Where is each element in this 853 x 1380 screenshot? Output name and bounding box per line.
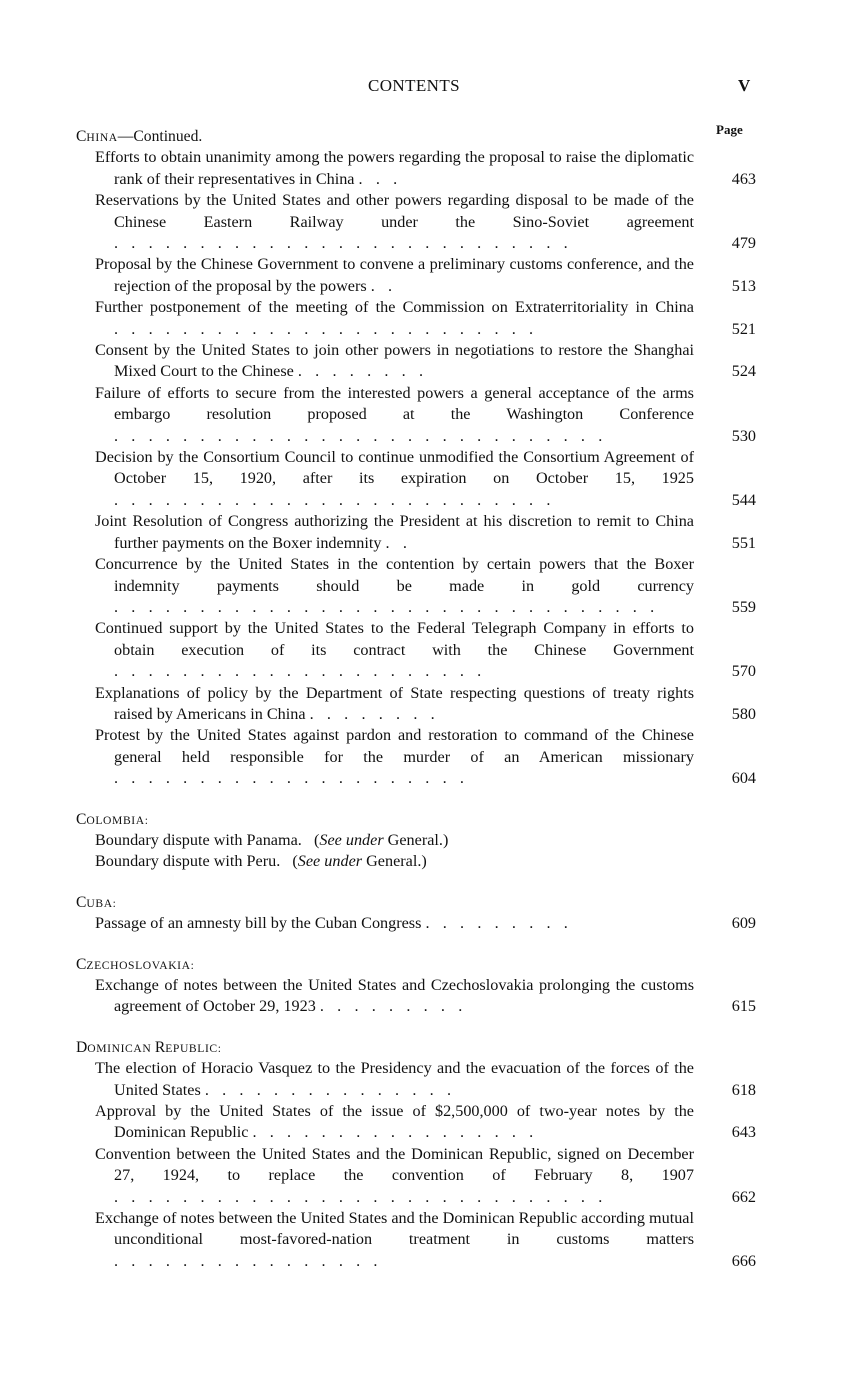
toc-entry[interactable] [76,147,756,190]
dot-leaders: . . . . . . . . . . . . . . . . [114,1251,383,1270]
entry-title: Reservations by the United States and other powers regarding disposal to be made of the Chinese Eastern Railway under the Sino-Soviet agreement . . . . . . . . . . . . . . . . . . . . . . . . . . . [95,191,694,253]
dot-leaders: . . . . . . . . . . . . . . . . . [252,1123,538,1142]
entry-title: Joint Resolution of Congress authorizing the President at his discretion to remit to China further payments on the Boxer indemnity . . [95,512,694,552]
heading-suffix: —Continued. [117,128,203,145]
toc-entry[interactable] [76,511,756,554]
section-heading [76,954,756,975]
page-number: 559 [731,597,756,616]
heading-initial: C [76,893,87,911]
heading-initial: R [154,1038,166,1056]
entry-title: Proposal by the Chinese Government to convene a preliminary customs conference, and the rejection of the proposal by the powers . . [95,255,694,295]
section-heading [76,1037,756,1058]
page-number: 643 [731,1123,756,1142]
page-number: 530 [731,426,756,445]
toc-entry[interactable] [76,851,756,872]
running-header [0,76,853,100]
dot-leaders: . . . . . . . . . . . . . . . . . . . . . . . . . . . . . . . . [114,597,659,616]
page-title: CONTENTS [368,76,460,95]
entry-title: Approval by the United States of the issue of $2,500,000 of two-year notes by the Dominican Republic . . . . . . . . . . . . . . . . . [95,1101,694,1142]
dot-leaders: . . . . . . . . . . . . . . . . . . . . . . [114,662,486,681]
toc-entry[interactable] [76,190,756,254]
page-number: 479 [731,234,756,253]
page-number: 615 [731,997,756,1016]
see-under-ref: See under [319,830,384,849]
entry-title: Decision by the Consortium Council to continue unmodified the Consortium Agreement of October 15, 1920, after its expiration on October 15, 1925 . . . . . . . . . . . . . . . . . . . . . . . . . . [95,448,694,509]
page-number: 513 [731,276,756,295]
toc-entry[interactable] [76,683,756,726]
dot-leaders: . . . . . . . . . . . . . . . [204,1080,456,1099]
heading-smallcaps: UBA: [86,896,117,910]
see-under-ref: See under [297,852,363,871]
page-number: 463 [731,169,756,188]
folio-number: V [738,76,751,95]
page-number: 580 [731,704,756,723]
entry-title: Passage of an amnesty bill by the Cuban Congress . . . . . . . . . [95,914,573,933]
heading-initial: C [76,128,87,145]
page-number: 662 [731,1187,756,1206]
entry-title: Explanations of policy by the Department of State respecting questions of treaty rights raised by Americans in China . . . . . . . . [95,683,694,723]
toc-entry[interactable] [76,340,756,383]
page-column-label: Page [716,122,743,137]
toc-entry[interactable] [76,1208,756,1272]
entry-title: The election of Horacio Vasquez to the Presidency and the evacuation of the forces of the United States . . . . . . . . . . . . . . . [95,1059,694,1099]
dot-leaders: . . . . . . . . . [425,914,573,933]
section-heading [76,892,756,913]
entry-title: Efforts to obtain unanimity among the powers regarding the proposal to raise the diplomatic rank of their representatives in China . . . [95,148,694,188]
toc-entry[interactable] [76,725,756,789]
toc-entry[interactable] [76,913,756,934]
dot-leaders: . . . . . . . . . . . . . . . . . . . . . [114,769,469,788]
dot-leaders: . . . . . . . . . [319,997,467,1016]
heading-initial: D [76,1038,88,1056]
toc-section [76,954,756,1018]
entry-title: Convention between the United States and the Dominican Republic, signed on December 27, 1924, to replace the convention of February 8, 1907 . . . . . . . . . . . . . . . . . . . . . . . . . . . . . [95,1144,694,1206]
toc-entry[interactable] [76,975,756,1018]
dot-leaders: . . [385,533,412,552]
page-number: 524 [731,362,756,381]
entry-title: Exchange of notes between the United States and Czechoslovakia prolonging the customs agreement of October 29, 1923 . . . . . . . . . [95,975,694,1016]
toc-entry[interactable] [76,830,756,851]
heading-smallcaps: OMINICAN [87,1041,155,1055]
heading-smallcaps: EPUBLIC: [165,1041,222,1055]
page-number: 570 [731,662,756,681]
toc-section [76,892,756,935]
page-number: 609 [731,914,756,933]
toc-entry[interactable] [76,1101,756,1144]
toc-entry[interactable] [76,297,756,340]
toc-entry[interactable] [76,554,756,618]
dot-leaders: . . . . . . . . . . . . . . . . . . . . . . . . . . [114,490,555,509]
table-of-contents [76,126,756,1272]
heading-smallcaps: HINA [86,131,118,144]
dot-leaders: . . . . . . . . . . . . . . . . . . . . . . . . . . . . . [114,1187,607,1206]
toc-entry[interactable] [76,618,756,682]
page-number: 666 [731,1251,756,1270]
dot-leaders: . . . . . . . . [297,362,428,381]
entry-title: Exchange of notes between the United States and the Dominican Republic according mutual unconditional most-favored-nation treatment in customs matters . . . . . . . . . . . . . . . . [95,1209,694,1270]
dot-leaders: . . . . . . . . . . . . . . . . . . . . . . . . . [114,319,538,338]
entry-title: Further postponement of the meeting of the Commission on Extraterritoriality in China . . . . . . . . . . . . . . . . . . . . . . . . . [95,298,694,338]
entry-title: Continued support by the United States to the Federal Telegraph Company in efforts to obtain execution of its contract with the Chinese Government . . . . . . . . . . . . . . . . . . . . . . [95,619,694,681]
dot-leaders: . . [370,276,397,295]
toc-section [76,1037,756,1272]
heading-initial: C [76,955,87,973]
dot-leaders: . . . . . . . . [309,704,440,723]
toc-section [76,809,756,873]
page-number: 521 [731,319,756,338]
heading-initial: C [76,810,87,828]
toc-entry[interactable] [76,383,756,447]
dot-leaders: . . . [358,169,402,188]
heading-smallcaps: OLOMBIA: [86,813,149,827]
heading-smallcaps: ZECHOSLOVAKIA: [86,958,195,972]
toc-entry[interactable] [76,447,756,511]
entry-title: Boundary dispute with Panama. (See under General.) [95,830,449,849]
entry-title: Consent by the United States to join other powers in negotiations to restore the Shanghai Mixed Court to the Chinese . . . . . . . . [95,341,694,381]
dot-leaders: . . . . . . . . . . . . . . . . . . . . . . . . . . . [114,234,573,253]
toc-entry[interactable] [76,1058,756,1101]
section-heading [76,126,756,147]
page-number: 604 [731,769,756,788]
entry-title: Concurrence by the United States in the contention by certain powers that the Boxer indemnity payments should be made in gold currency . . . . . . . . . . . . . . . . . . . . . . . . . . . . . . . . [95,555,694,616]
toc-entry[interactable] [76,1144,756,1208]
page-number: 544 [731,490,756,509]
toc-section [76,126,756,790]
entry-title: Failure of efforts to secure from the interested powers a general acceptance of the arms embargo resolution proposed at the Washington Conference . . . . . . . . . . . . . . . . . . . . . . . . . . . . . [95,383,694,445]
dot-leaders: . . . . . . . . . . . . . . . . . . . . . . . . . . . . . [114,426,607,445]
entry-title: Protest by the United States against pardon and restoration to command of the Chinese general held responsible for the murder of an American missionary . . . . . . . . . . . . . . . . . . . . . [95,726,694,788]
page-number: 618 [731,1080,756,1099]
section-heading [76,809,756,830]
page-number: 551 [731,533,756,552]
entry-title: Boundary dispute with Peru. (See under General.) [95,852,427,871]
toc-entry[interactable] [76,254,756,297]
